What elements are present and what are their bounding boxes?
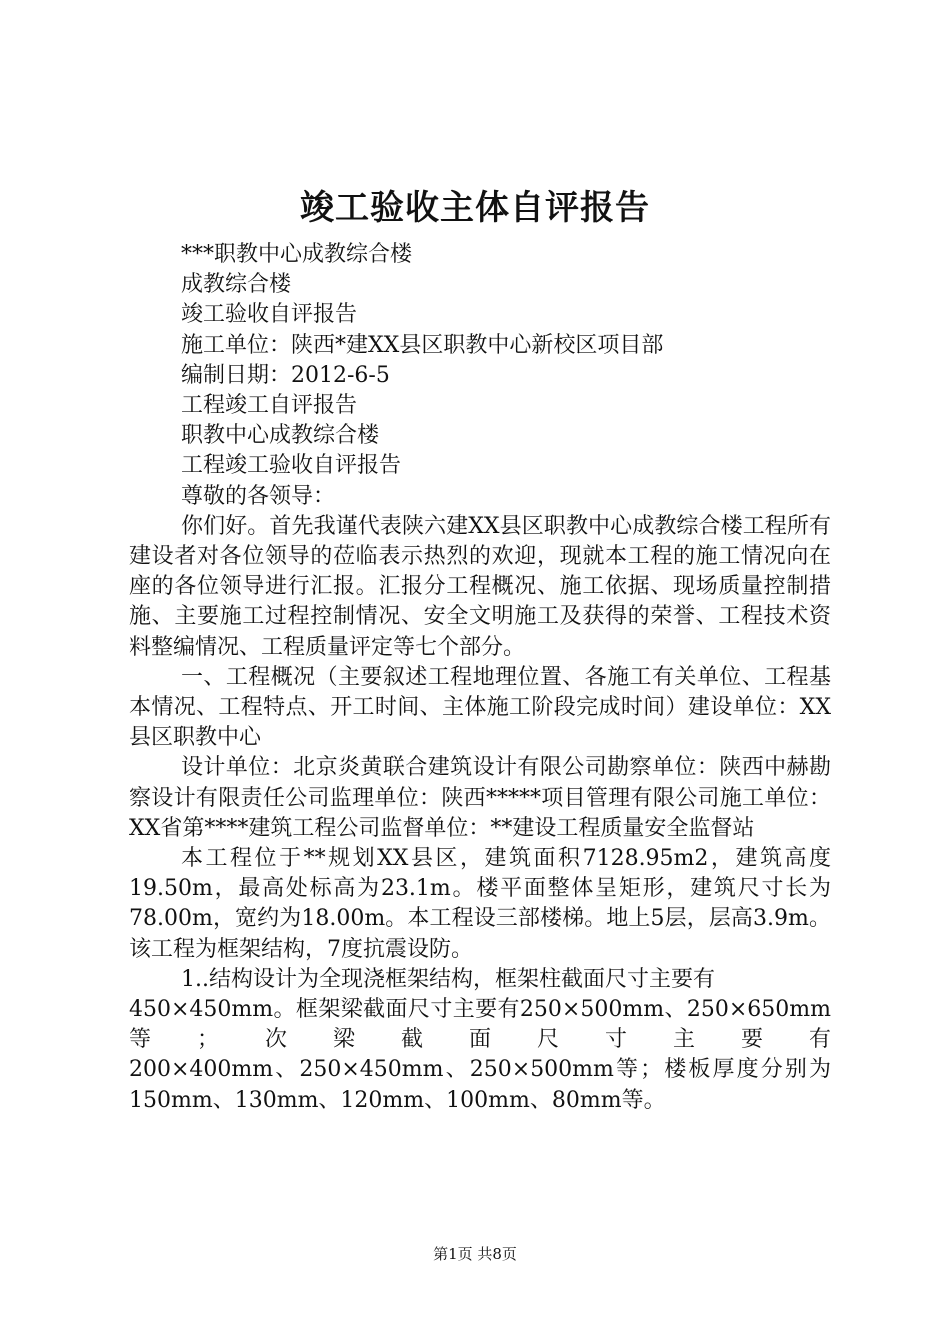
heading-line-self-eval: 工程竣工自评报告	[181, 393, 358, 419]
structure-line-1: 1..结构设计为全现浇框架结构，框架柱截面尺寸主要有	[181, 966, 715, 992]
construction-unit-line: 施工单位：陕西*建XX县区职教中心新校区项目部	[181, 332, 664, 358]
paragraph-units: 设计单位：北京炎黄联合建筑设计有限公司勘察单位：陕西中赫勘察设计有限责任公司监理单位：陕西*****项目管理有限公司施工单位：XX省第****建筑工程公司监督单位：**建设工程质量安全监督站	[129, 755, 831, 841]
document-body	[129, 240, 831, 1116]
heading-line-center-building: 职教中心成教综合楼	[181, 423, 380, 449]
heading-line-report: 竣工验收自评报告	[181, 302, 358, 328]
structure-line-3: 等；次梁截面尺寸主要有	[129, 1027, 831, 1053]
document-title: 竣工验收主体自评报告	[300, 188, 650, 228]
heading-line-project: ***职教中心成教综合楼	[181, 242, 413, 267]
page-footer: 第1页 共8页	[433, 1245, 517, 1263]
salutation: 尊敬的各领导：	[181, 483, 336, 509]
compile-date-line: 编制日期：2012-6-5	[181, 362, 390, 388]
paragraph-greeting: 你们好。首先我谨代表陕六建XX县区职教中心成教综合楼工程所有建设者对各位领导的莅临表示热烈的欢迎，现就本工程的施工情况向在座的各位领导进行汇报。汇报分工程概况、施工依据、现场质量控制措施、主要施工过程控制情况、安全文明施工及获得的荣誉、工程技术资料整编情况、工程质量评定等七个部分。	[129, 513, 831, 660]
structure-line-4: 200×400mm、250×450mm、250×500mm等；楼板厚度分别为	[129, 1057, 831, 1083]
structure-line-5: 150mm、130mm、120mm、100mm、80mm等。	[129, 1087, 666, 1113]
heading-line-building: 成教综合楼	[181, 272, 292, 298]
heading-line-acceptance-report: 工程竣工验收自评报告	[181, 453, 402, 479]
paragraph-overview: 一、工程概况（主要叙述工程地理位置、各施工有关单位、工程基本情况、工程特点、开工时间、主体施工阶段完成时间）建设单位：XX县区职教中心	[129, 664, 831, 751]
structure-line-2: 450×450mm。框架梁截面尺寸主要有250×500mm、250×650mm	[129, 997, 831, 1023]
paragraph-location: 本工程位于**规划XX县区，建筑面积7128.95m2，建筑高度19.50m，最高处标高为23.1m。楼平面整体呈矩形，建筑尺寸长为78.00m，宽约为18.00m。本工程设三部楼梯。地上5层，层高3.9m。该工程为框架结构，7度抗震设防。	[129, 846, 831, 962]
